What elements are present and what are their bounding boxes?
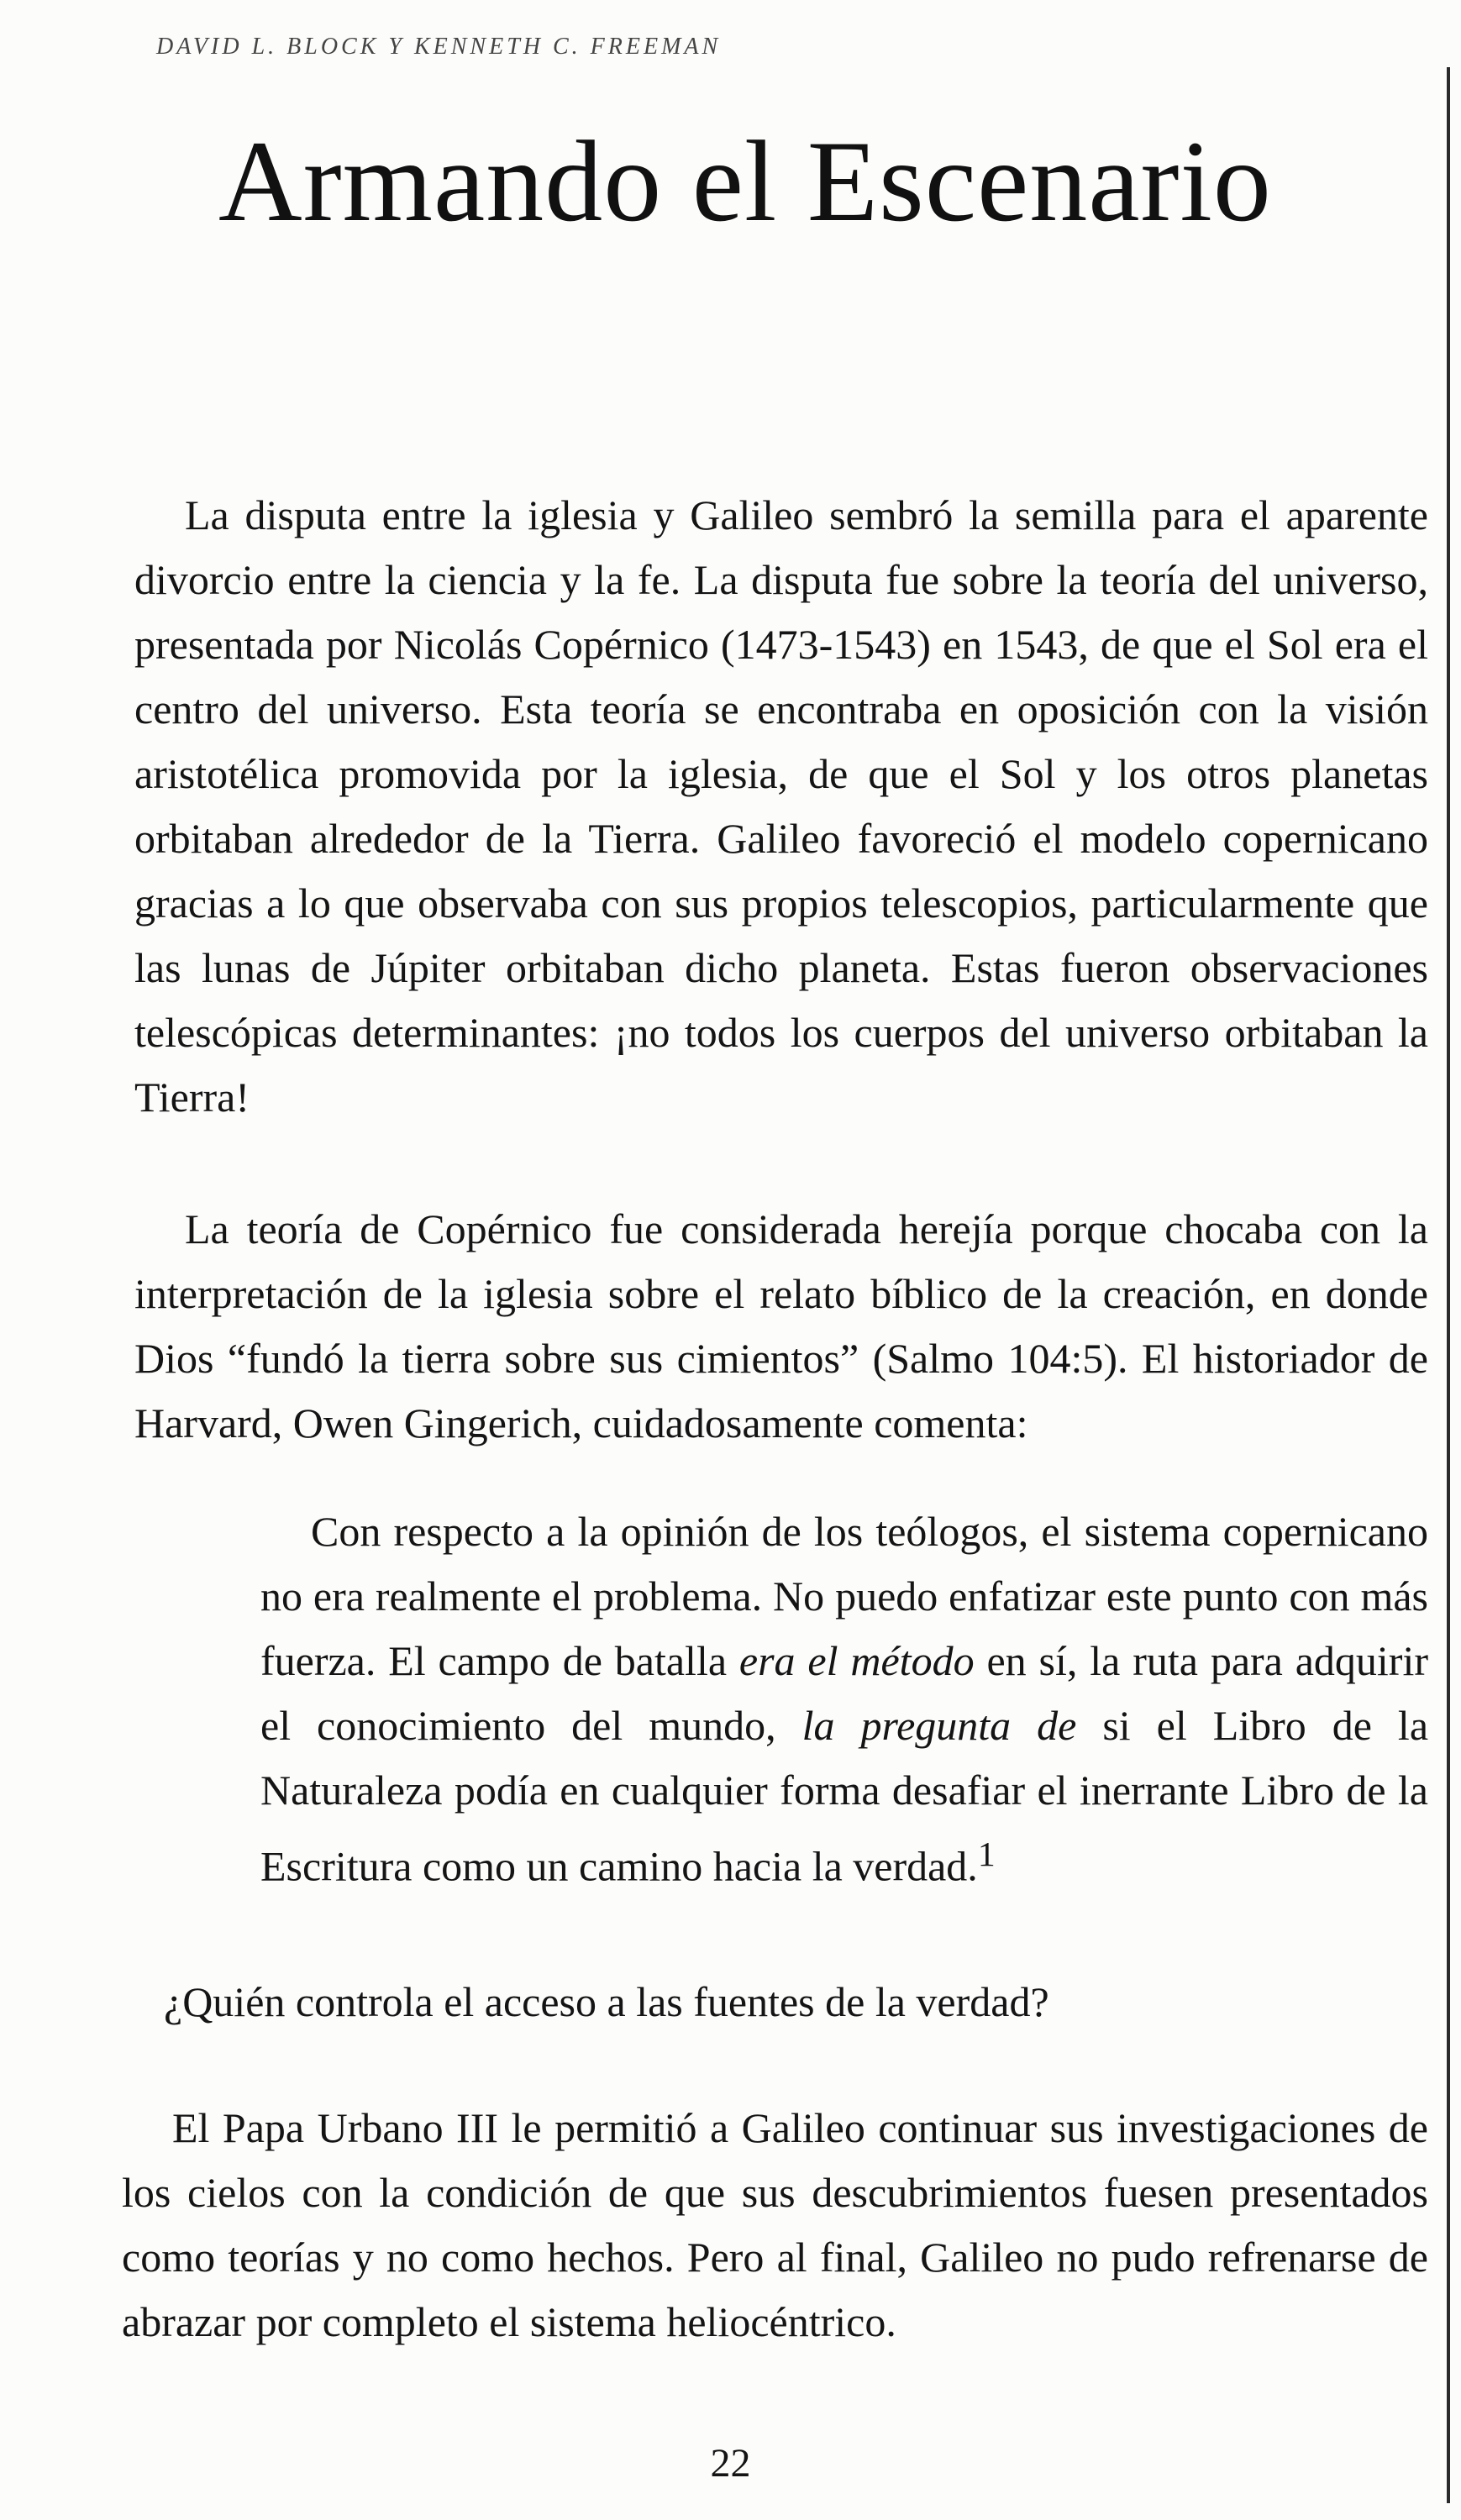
footnote-marker: 1 bbox=[977, 1835, 996, 1874]
block-quote bbox=[260, 1499, 1428, 1899]
chapter-title: Armando el Escenario bbox=[218, 117, 1272, 245]
paragraph-4: El Papa Urbano III le permitió a Galileo continuar sus investigaciones de los cielos con la condición de que sus descubrimientos fuesen presentados como teorías y no como hechos. Pero al final, Galileo no pudo refrenarse de abrazar por completo el sistema heliocéntrico. bbox=[122, 2104, 1428, 2345]
quote-emphasis-2: la pregunta de bbox=[801, 1702, 1077, 1749]
quote-text-3: si el Libro de la Naturaleza podía en cualquier forma desafiar el inerrante Libro de la Escritura como un camino hacia la verdad. bbox=[260, 1702, 1429, 1890]
quote-emphasis-1: era el método bbox=[738, 1637, 975, 1684]
paragraph-2: La teoría de Copérnico fue considerada herejía porque chocaba con la interpretación de la iglesia sobre el relato bíblico de la creación, en donde Dios “fundó la tierra sobre sus cimientos” (Salmo 104:5). El historiador de Harvard, Owen Gingerich, cuidadosamente comenta: bbox=[134, 1205, 1428, 1446]
quote-text-1: Con respecto a la opinión de los teólogos, el sistema copernicano no era realmente el problema. No puedo enfatizar este punto con más fuerza. El campo de batalla bbox=[260, 1508, 1428, 1684]
running-head: DAVID L. BLOCK Y KENNETH C. FREEMAN bbox=[156, 34, 722, 60]
paragraph-1: La disputa entre la iglesia y Galileo sembró la semilla para el aparente divorcio entre la ciencia y la fe. La disputa fue sobre la teoría del universo, presentada por Nicolás Copérnico (1473-1543) en 1543, de que el Sol era el centro del universo. Esta teoría se encontraba en oposición con la visión aristotélica promovida por la iglesia, de que el Sol y los otros planetas orbitaban alrededor de la Tierra. Galileo favoreció el modelo copernicano gracias a lo que observaba con sus propios telescopios, particularmente que las lunas de Júpiter orbitaban dicho planeta. Estas fueron observaciones telescópicas determinantes: ¡no todos los cuerpos del universo orbitaban la Tierra! bbox=[134, 491, 1428, 1121]
page-number: 22 bbox=[710, 2441, 751, 2486]
page-edge-rule bbox=[1447, 67, 1450, 2503]
quote-text-2: en sí, la ruta para adquirir el conocimiento del mundo, bbox=[260, 1637, 1429, 1749]
question-line: ¿Quién controla el acceso a las fuentes de la verdad? bbox=[164, 1978, 1049, 2025]
